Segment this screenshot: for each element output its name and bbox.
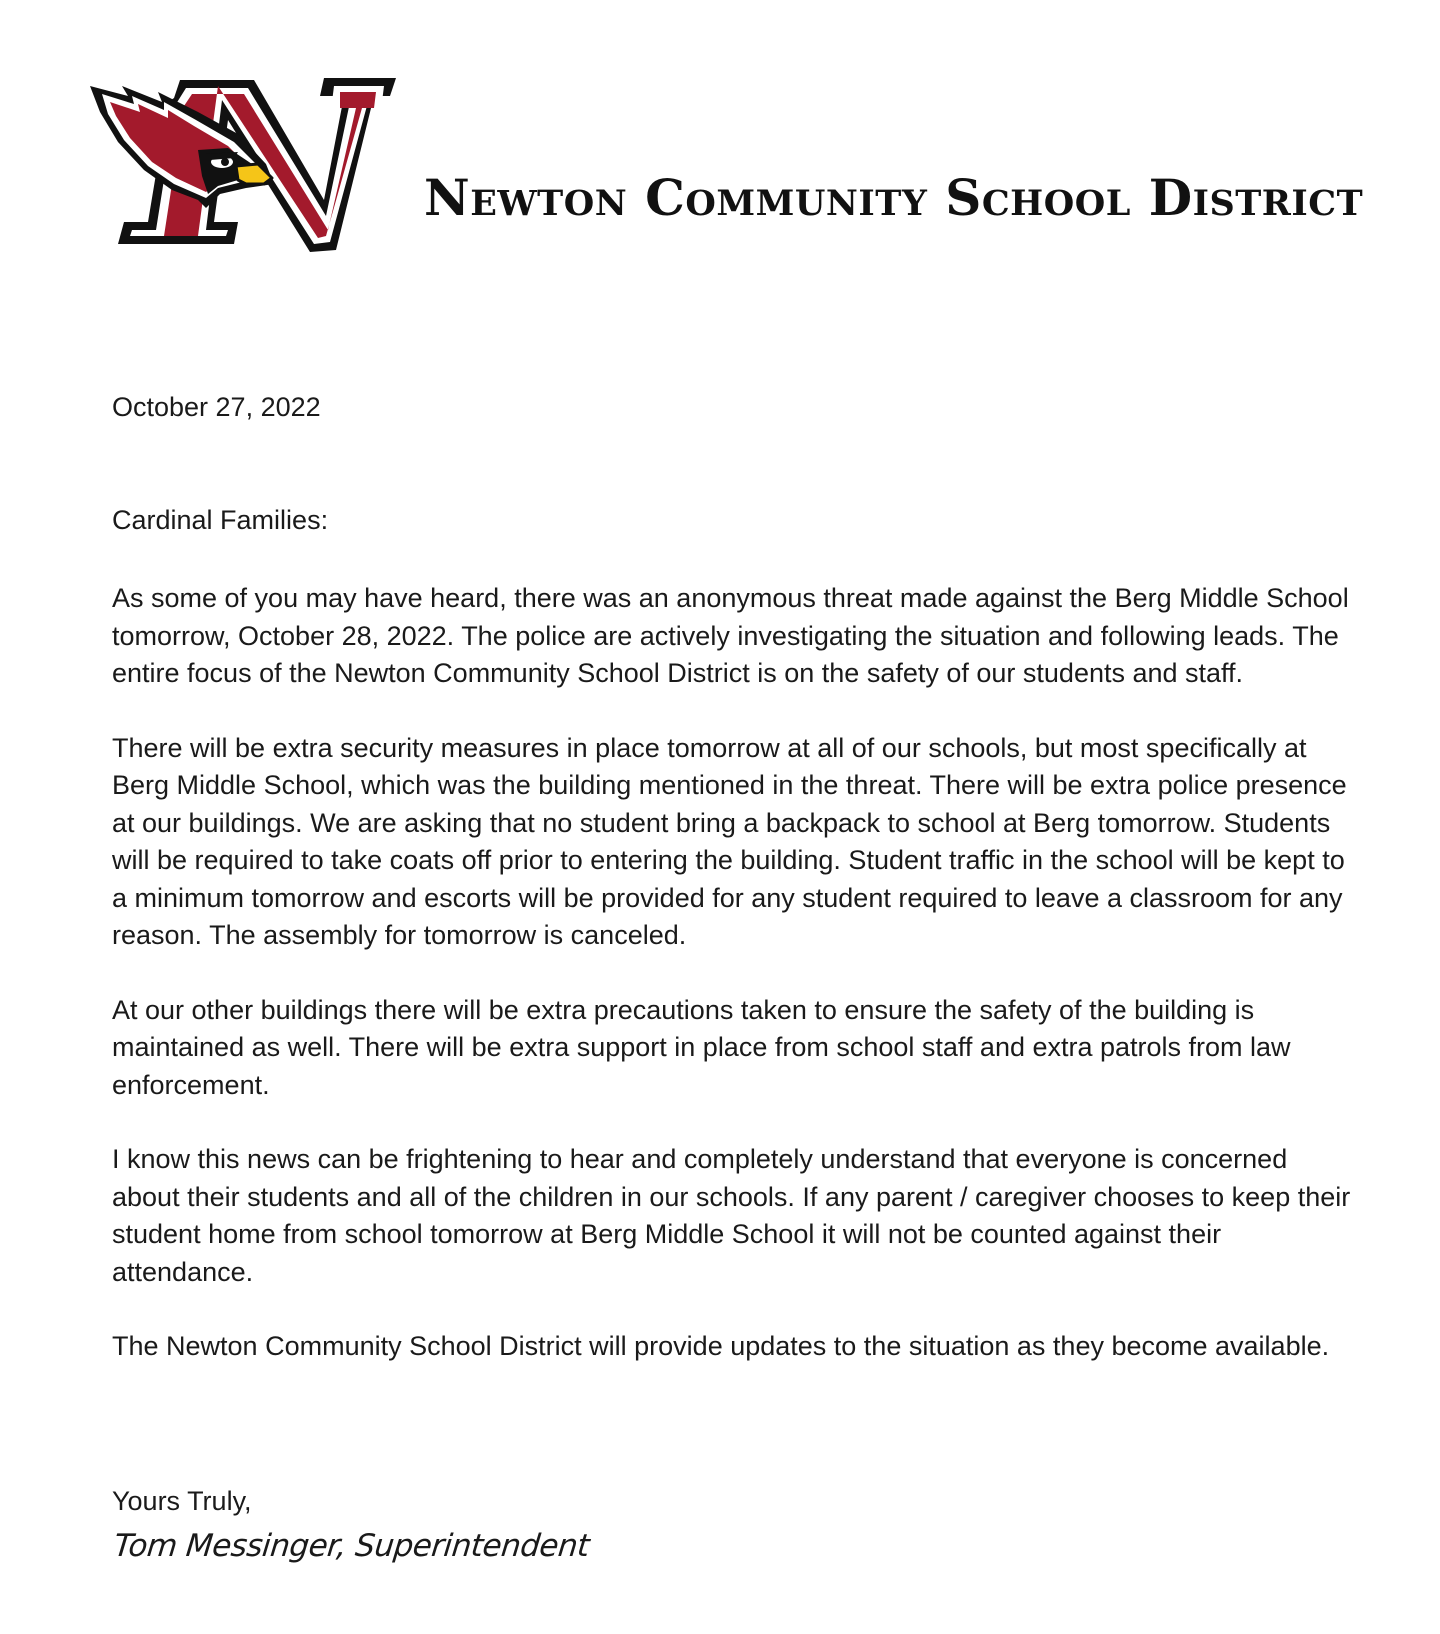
paragraph-threat-notice: As some of you may have heard, there was an anonymous threat made against the Berg Middle School tomorrow, October 28, 2022. The police are actively investigating the situation and following leads. The entire focus of the Newton Community School District is on the safety of our students and staff. (112, 583, 1349, 688)
paragraph-security-measures: There will be extra security measures in place tomorrow at all of our schools, but most specifically at Berg Middle School, which was the building mentioned in the threat. There will be extra police presence at our buildings. We are asking that no student bring a backpack to school at Berg tomorrow. Students will be required to take coats off prior to entering the building. Student traffic in the school will be kept to a minimum tomorrow and escorts will be provided for any student required to leave a classroom for any reason. The assembly for tomorrow is canceled. (112, 732, 1347, 950)
paragraph-updates: The Newton Community School District will provide updates to the situation as they become available. (112, 1331, 1330, 1361)
paragraph-attendance: I know this news can be frightening to hear and completely understand that everyone is concerned about their students and all of the children in our schools. If any parent / caregiver chooses to keep their student home from school tomorrow at Berg Middle School it will not be counted against their attendance. (112, 1144, 1351, 1287)
cardinal-eye-pupil (221, 158, 229, 166)
signature: Tom Messinger, Superintendent (112, 1528, 591, 1564)
cardinal-n-logo (88, 72, 408, 272)
letter-date: October 27, 2022 (112, 392, 321, 422)
paragraph-other-buildings: At our other buildings there will be extra precautions taken to ensure the safety of the building is maintained as well. There will be extra support in place from school staff and extra patrols from law enforcement. (112, 994, 1291, 1100)
closing: Yours Truly, (112, 1486, 252, 1516)
salutation: Cardinal Families: (112, 505, 329, 535)
district-name: Newton Community School District (424, 168, 1364, 227)
letter-body (112, 580, 1352, 1403)
